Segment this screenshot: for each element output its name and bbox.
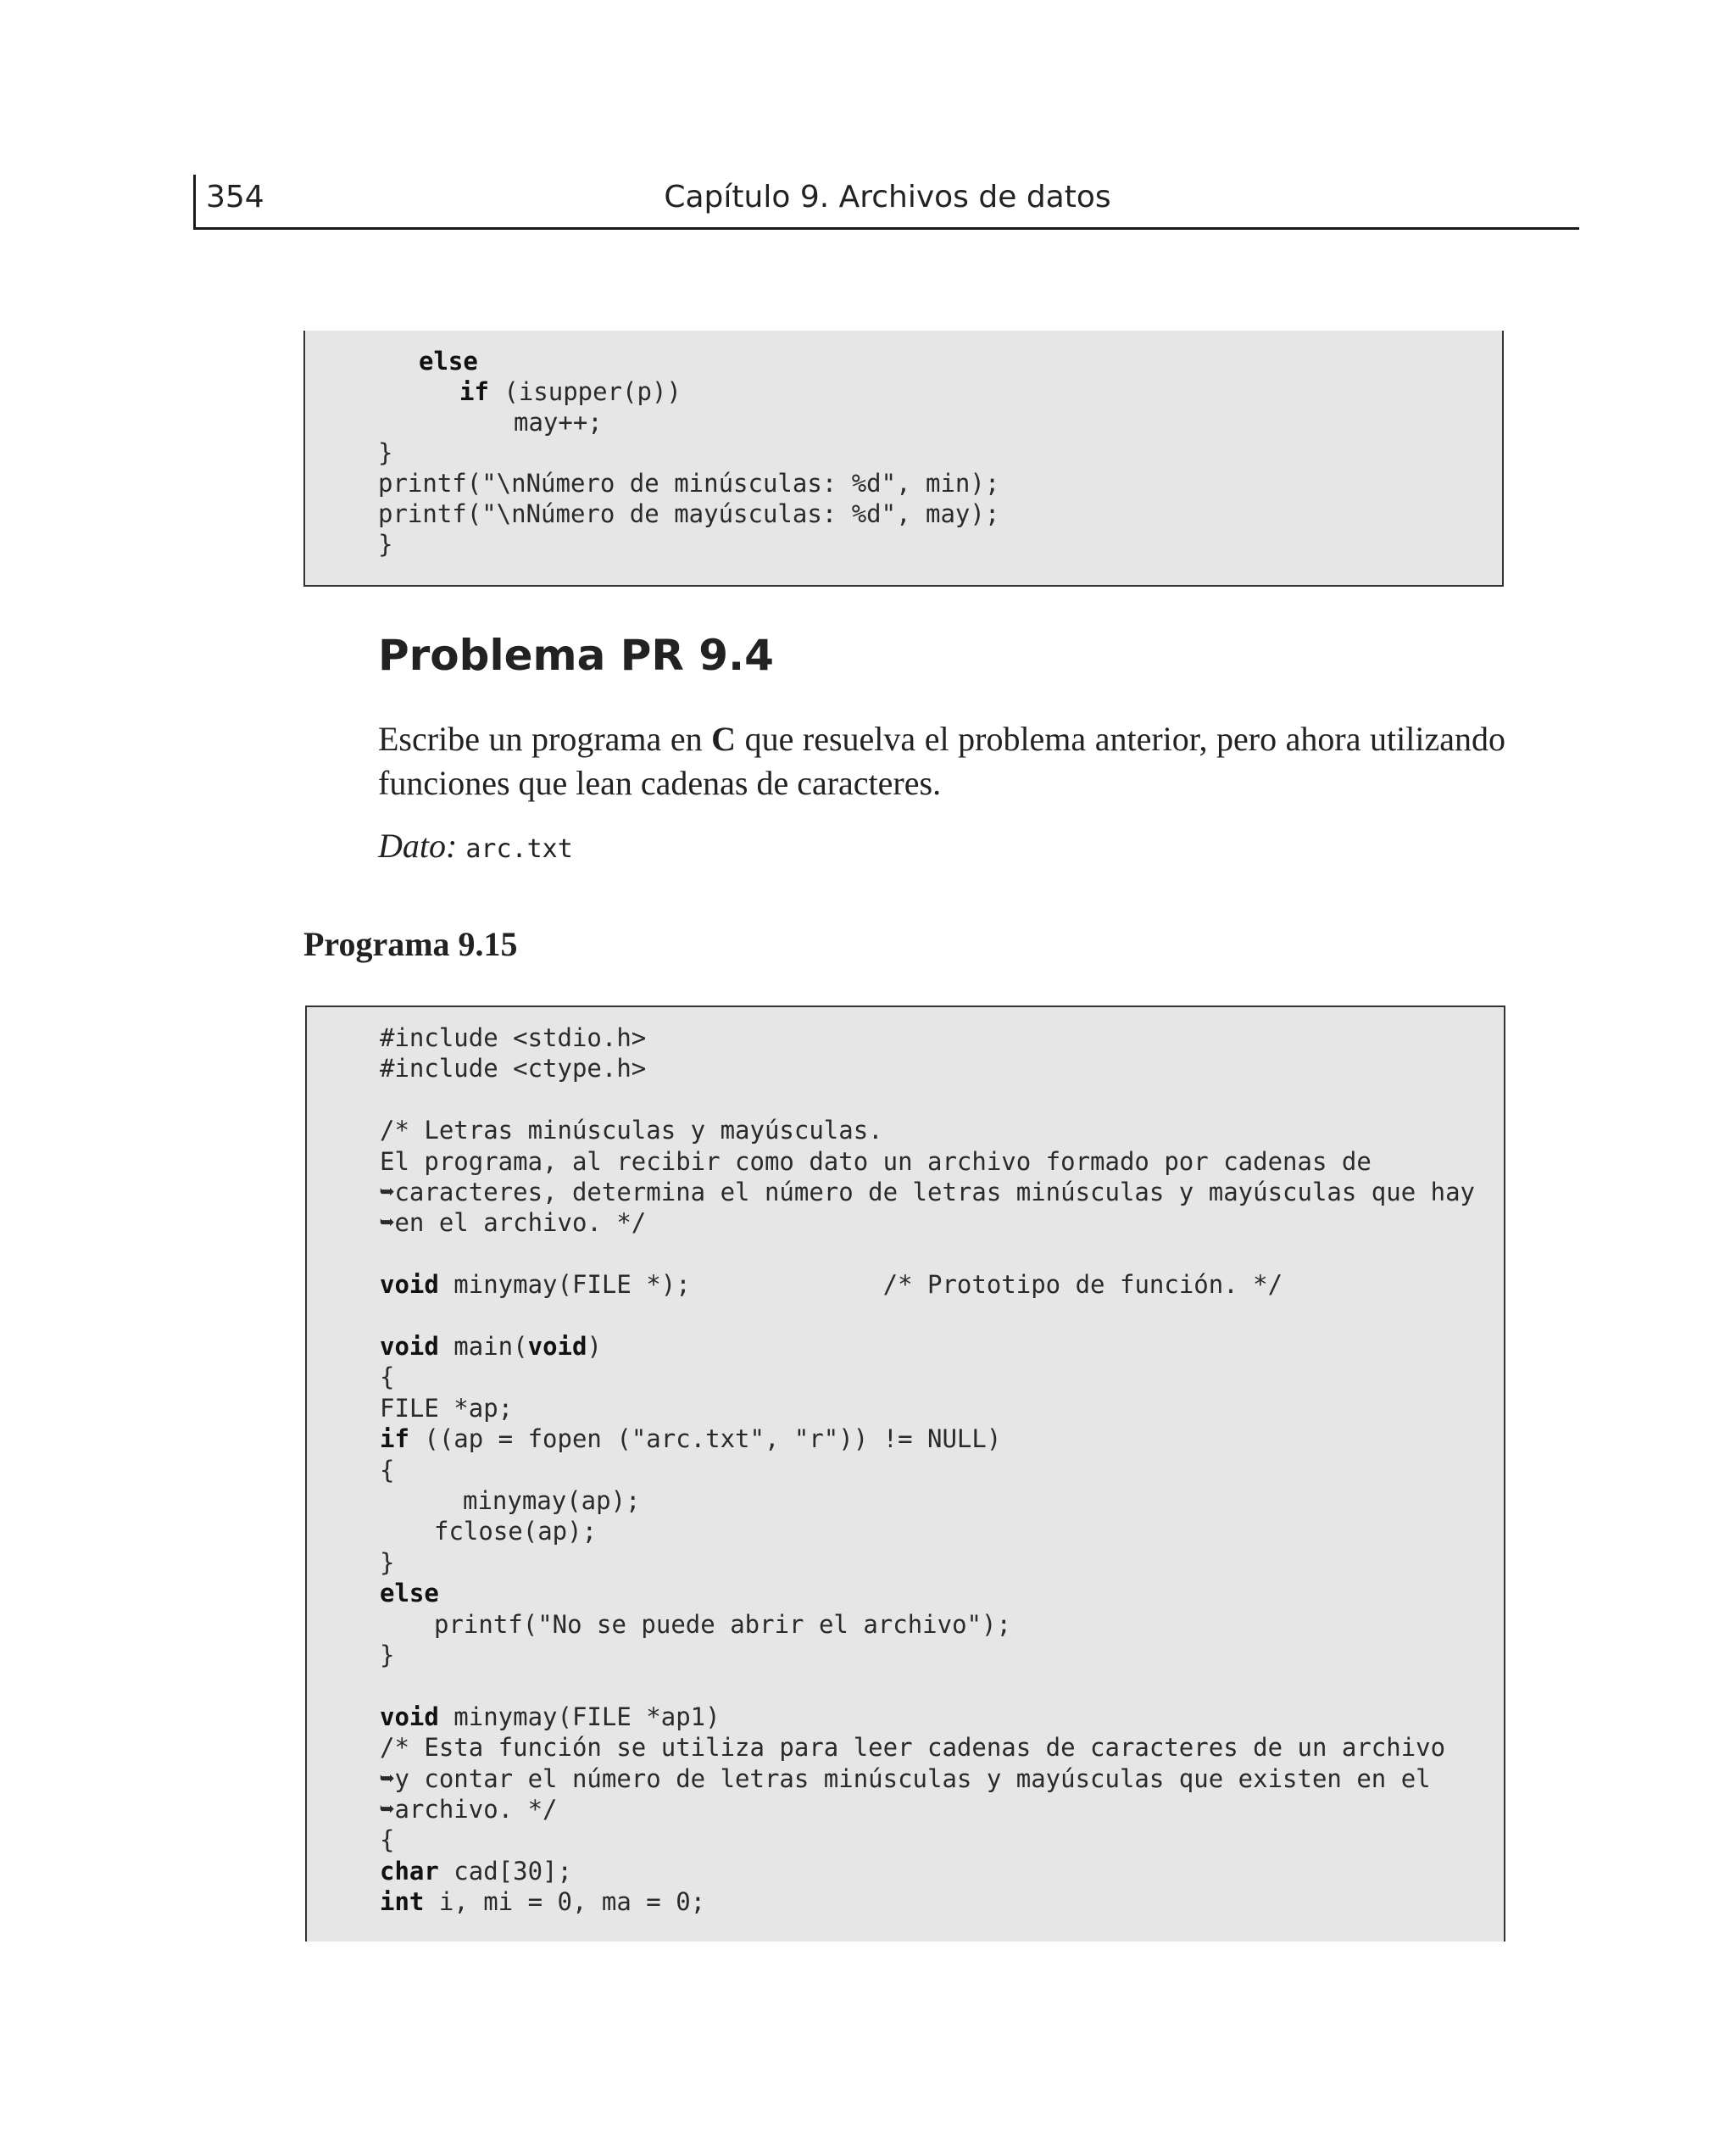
code-line: minymay(ap); <box>463 1486 641 1515</box>
code-line: { <box>380 1825 395 1855</box>
page-number: 354 <box>206 180 264 214</box>
code-line: #include <ctype.h> <box>380 1054 647 1084</box>
code-line: ➥en el archivo. */ <box>380 1208 647 1238</box>
code-line <box>459 376 682 407</box>
running-head: Capítulo 9. Archivos de datos <box>664 180 1111 214</box>
statement-text: Escribe un programa en <box>378 720 712 758</box>
dato-value: arc.txt <box>465 834 573 864</box>
code-line: } <box>380 1641 395 1669</box>
keyword: if <box>380 1424 409 1454</box>
code-line: void minymay(FILE *ap1) <box>380 1702 721 1731</box>
code-line <box>380 1578 439 1608</box>
code-line: { <box>380 1362 395 1392</box>
language-name: C <box>711 720 737 758</box>
statement-text: que resuelva el problema anterior, pero ahora utilizando funciones que lean cadenas de caracteres. <box>378 720 1505 802</box>
page-header <box>193 175 1579 230</box>
keyword-if: if <box>459 377 489 406</box>
dato-line <box>378 826 573 866</box>
code-line: printf("\nNúmero de minúsculas: %d", min); <box>378 469 1000 498</box>
keyword: void <box>380 1332 439 1361</box>
dato-label: Dato: <box>378 827 458 865</box>
code-line: ➥archivo. */ <box>380 1795 558 1824</box>
problem-heading: Problema PR 9.4 <box>378 631 774 680</box>
code-line: char cad[30]; <box>380 1856 572 1886</box>
code-block-continuation <box>303 331 1504 587</box>
code-line: printf("\nNúmero de mayúsculas: %d", may); <box>378 499 1000 528</box>
keyword: void <box>380 1270 439 1300</box>
code-line: else <box>419 347 478 376</box>
code-line: ➥y contar el número de letras minúsculas y mayúsculas que existen en el <box>380 1763 1431 1793</box>
code-line: fclose(ap); <box>434 1517 598 1546</box>
code-line: printf("No se puede abrir el archivo"); <box>434 1609 1011 1639</box>
code-block-program <box>305 1006 1505 1942</box>
code-line: void minymay(FILE *); /* Prototipo de función. */ <box>380 1270 1283 1300</box>
keyword: char <box>380 1856 439 1886</box>
code-line: if ((ap = fopen ("arc.txt", "r")) != NULL) <box>380 1424 1002 1454</box>
code-line: } <box>378 438 393 467</box>
code-line: #include <stdio.h> <box>380 1023 647 1052</box>
problem-statement <box>378 717 1505 805</box>
keyword: else <box>380 1579 439 1608</box>
keyword: int <box>380 1887 425 1917</box>
code-text: (isupper(p)) <box>488 377 682 406</box>
code-line: FILE *ap; <box>380 1393 514 1423</box>
code-line: { <box>380 1455 395 1485</box>
keyword: void <box>527 1332 587 1361</box>
code-line: void main(void) <box>380 1332 602 1361</box>
code-line: int i, mi = 0, ma = 0; <box>380 1887 706 1917</box>
code-line: /* Esta función se utiliza para leer cadenas de caracteres de un archivo <box>380 1733 1446 1763</box>
code-line: El programa, al recibir como dato un archivo formado por cadenas de <box>380 1146 1372 1176</box>
keyword: void <box>380 1702 439 1731</box>
code-line: ➥caracteres, determina el número de letras minúsculas y mayúsculas que hay <box>380 1178 1476 1206</box>
code-line: } <box>378 530 393 559</box>
code-line: /* Letras minúsculas y mayúsculas. <box>380 1116 883 1145</box>
program-title: Programa 9.15 <box>303 925 518 963</box>
code-line: } <box>380 1547 395 1577</box>
code-line: may++; <box>514 408 603 437</box>
